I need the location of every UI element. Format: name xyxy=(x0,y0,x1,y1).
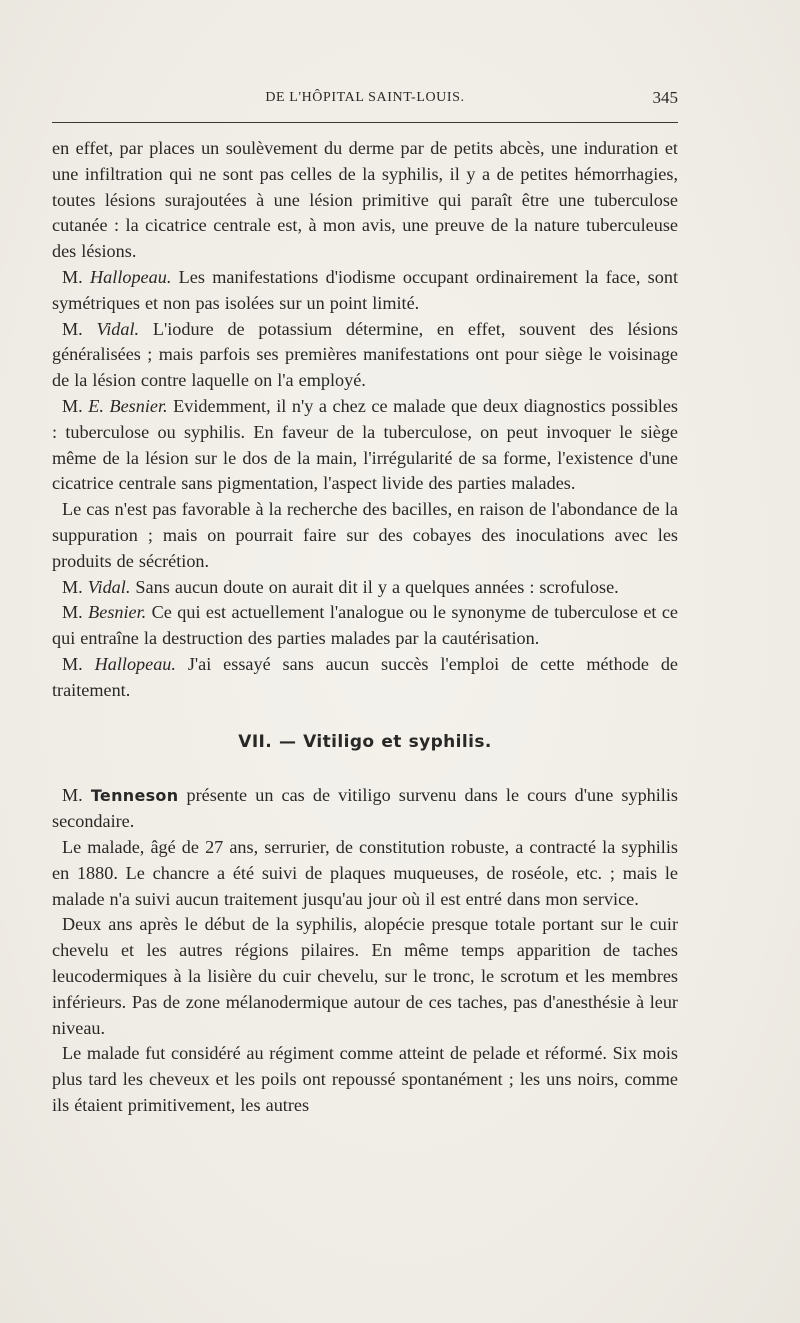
paragraph-text: Ce qui est actuellement l'analogue ou le synonyme de tuberculose et ce qui entraîne la destruction des parties malades par la cautérisation. xyxy=(52,602,679,649)
speaker-name: E. Besnier. xyxy=(88,395,168,416)
paragraph-text: Evidemment, il n'y a chez ce malade que deux diagnostics possibles : tuberculose ou syphilis. En faveur de la tuberculose, on peut invoquer le siège même de la lésion sur le dos de la main, l'irrégularité de sa forme, l'existence d'une cicatrice centrale sans pigmentation, l'aspect livide des parties malades. xyxy=(52,395,678,494)
page-number: 345 xyxy=(652,88,678,107)
paragraph-regiment xyxy=(52,1041,678,1118)
speaker-prefix: M. xyxy=(62,602,89,623)
paragraph-case-history xyxy=(52,835,678,912)
section-heading: VII. — Vitiligo et syphilis. xyxy=(238,731,492,752)
paragraph-text: Le malade fut considéré au régiment comme atteint de pelade et réformé. Six mois plus tard les cheveux et les poils ont repoussé spontanément ; les uns noirs, comme ils étaient primitivement, les autres xyxy=(52,1043,678,1115)
paragraph-text: Le malade, âgé de 27 ans, serrurier, de constitution robuste, a contracté la syphilis en 1880. Le chancre a été suivi de plaques muqueuses, de roséole, etc. ; mais le malade n'a suivi aucun traitement jusqu'au jour où il est entré dans mon service. xyxy=(52,836,678,909)
speaker-prefix: M. xyxy=(62,318,97,339)
speaker-name: Vidal. xyxy=(87,576,131,597)
speaker-prefix: M. xyxy=(62,653,95,674)
paragraph-hallopeau-remark xyxy=(52,265,678,317)
paragraph-vidal-remark xyxy=(52,317,678,394)
paragraph-continuation xyxy=(52,136,678,265)
speaker-prefix: M. xyxy=(62,266,91,287)
page-header xyxy=(52,86,678,110)
paragraph-tenneson-presentation xyxy=(52,783,678,835)
running-head: DE L'HÔPITAL SAINT-LOUIS. xyxy=(265,90,465,105)
paragraph-text: en effet, par places un soulèvement du derme par de petits abcès, une induration et une infiltration qui ne sont pas celles de la syphilis, il y a de petites hémorrhagies, toutes lésions surajoutées à une lésion primitive qui paraît être une tuberculose cutanée : la cicatrice centrale est, à mon avis, une preuve de la nature tuberculeuse des lésions. xyxy=(52,138,678,262)
paragraph-text: Les manifestations d'iodisme occupant ordinairement la face, sont symétriques et non pas isolées sur un point limité. xyxy=(52,266,679,313)
speaker-name: Vidal. xyxy=(96,318,140,339)
presenter-name: Tenneson xyxy=(90,786,179,806)
paragraph-bacilles xyxy=(52,497,678,574)
paragraph-text: Le cas n'est pas favorable à la recherche des bacilles, en raison de l'abondance de la suppuration ; mais on pourrait faire sur des cobayes des inoculations avec les produits de sécrétion. xyxy=(52,499,678,571)
speaker-prefix: M. xyxy=(62,395,89,416)
paragraph-alopecia xyxy=(52,912,678,1041)
speaker-name: Besnier. xyxy=(88,602,147,623)
paragraph-besnier-synonyme xyxy=(52,600,678,652)
header-rule xyxy=(52,122,678,123)
paragraph-text: J'ai essayé sans aucun succès l'emploi de cette méthode de traitement. xyxy=(52,653,679,700)
paragraph-text: Sans aucun doute on aurait dit il y a quelques années : scrofulose. xyxy=(130,576,619,597)
speaker-prefix: M. xyxy=(62,785,91,806)
paragraph-text: L'iodure de potassium détermine, en effet, souvent des lésions généralisées ; mais parfois ses premières manifestations ont pour siège le voisinage de la lésion contre laquelle on l'a employé. xyxy=(52,318,678,391)
paragraph-text: présente un cas de vitiligo survenu dans le cours d'une syphilis secondaire. xyxy=(52,785,678,832)
speaker-prefix: M. xyxy=(62,576,88,597)
page-body xyxy=(52,136,678,1119)
paragraph-hallopeau-traitement xyxy=(52,652,678,704)
speaker-name: Hallopeau. xyxy=(94,653,176,674)
speaker-name: Hallopeau. xyxy=(90,266,172,287)
paragraph-besnier-remark xyxy=(52,394,678,497)
paragraph-vidal-scrofulose xyxy=(52,575,678,601)
paragraph-text: Deux ans après le début de la syphilis, alopécie presque totale portant sur le cuir chevelu et les autres régions pilaires. En même temps apparition de taches leucodermiques à la lisière du cuir chevelu, sur le tronc, le scrotum et les membres inférieurs. Pas de zone mélanodermique autour de ces taches, pas d'anesthésie à leur niveau. xyxy=(52,914,678,1038)
